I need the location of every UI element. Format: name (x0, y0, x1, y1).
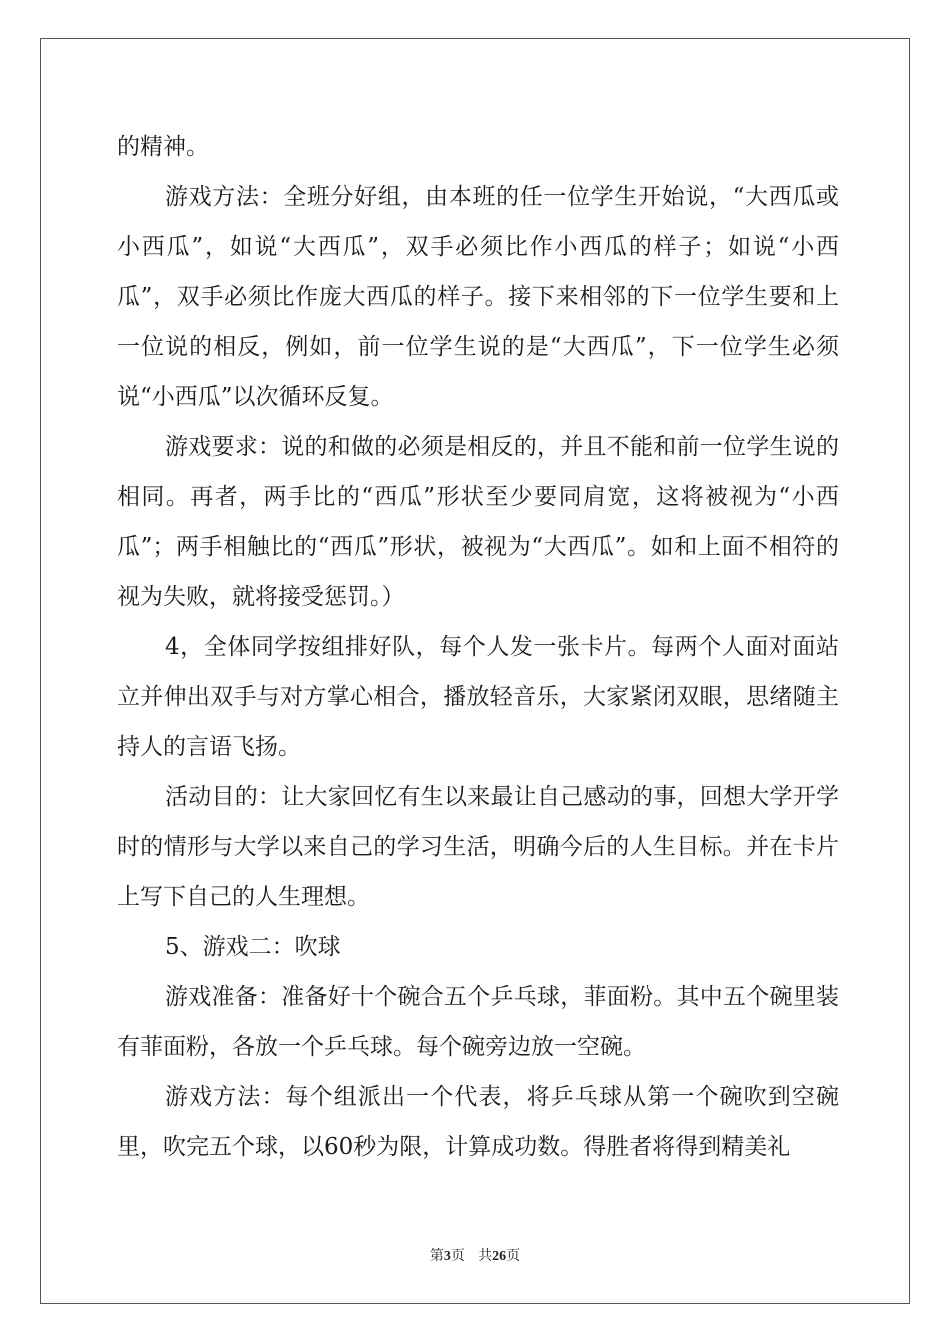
paragraph-7: 游戏准备：准备好十个碗合五个乒乓球，菲面粉。其中五个碗里装有菲面粉，各放一个乒乓球。每个碗旁边放一空碗。 (117, 984, 839, 1060)
footer-prefix: 第 (429, 1248, 444, 1264)
paragraph-2: 游戏方法：全班分好组，由本班的任一位学生开始说，“大西瓜或小西瓜”，如说“大西瓜”，双手必须比作小西瓜的样子；如说“小西瓜”，双手必须比作庞大西瓜的样子。接下来相邻的下一位学生要和上一位说的相反，例如，前一位学生说的是“大西瓜”，下一位学生必须说“小西瓜”以次循环反复。 (117, 184, 839, 410)
current-page-number: 3 (443, 1249, 451, 1264)
document-body (117, 122, 839, 1172)
footer-total-suffix: 页 (506, 1248, 521, 1264)
footer-total-prefix: 共 (478, 1248, 493, 1264)
paragraph-6: 5、游戏二：吹球 (165, 934, 341, 960)
paragraph-4: 4，全体同学按组排好队，每个人发一张卡片。每两个人面对面站立并伸出双手与对方掌心相合，播放轻音乐，大家紧闭双眼，思绪随主持人的言语飞扬。 (117, 634, 839, 760)
footer-page-suffix: 页 (450, 1248, 465, 1264)
paragraph-8: 游戏方法：每个组派出一个代表，将乒乓球从第一个碗吹到空碗里，吹完五个球，以60秒为限，计算成功数。得胜者将得到精美礼 (117, 1084, 839, 1160)
paragraph-5: 活动目的：让大家回忆有生以来最让自己感动的事，回想大学开学时的情形与大学以来自己的学习生活，明确今后的人生目标。并在卡片上写下自己的人生理想。 (117, 784, 839, 910)
total-page-count: 26 (492, 1249, 507, 1264)
page-footer (0, 1245, 950, 1265)
paragraph-3: 游戏要求：说的和做的必须是相反的，并且不能和前一位学生说的相同。再者，两手比的“西瓜”形状至少要同肩宽，这将被视为“小西瓜”；两手相触比的“西瓜”形状，被视为“大西瓜”。如和上面不相符的视为失败，就将接受惩罚。） (117, 434, 839, 610)
paragraph-1: 的精神。 (117, 134, 209, 160)
